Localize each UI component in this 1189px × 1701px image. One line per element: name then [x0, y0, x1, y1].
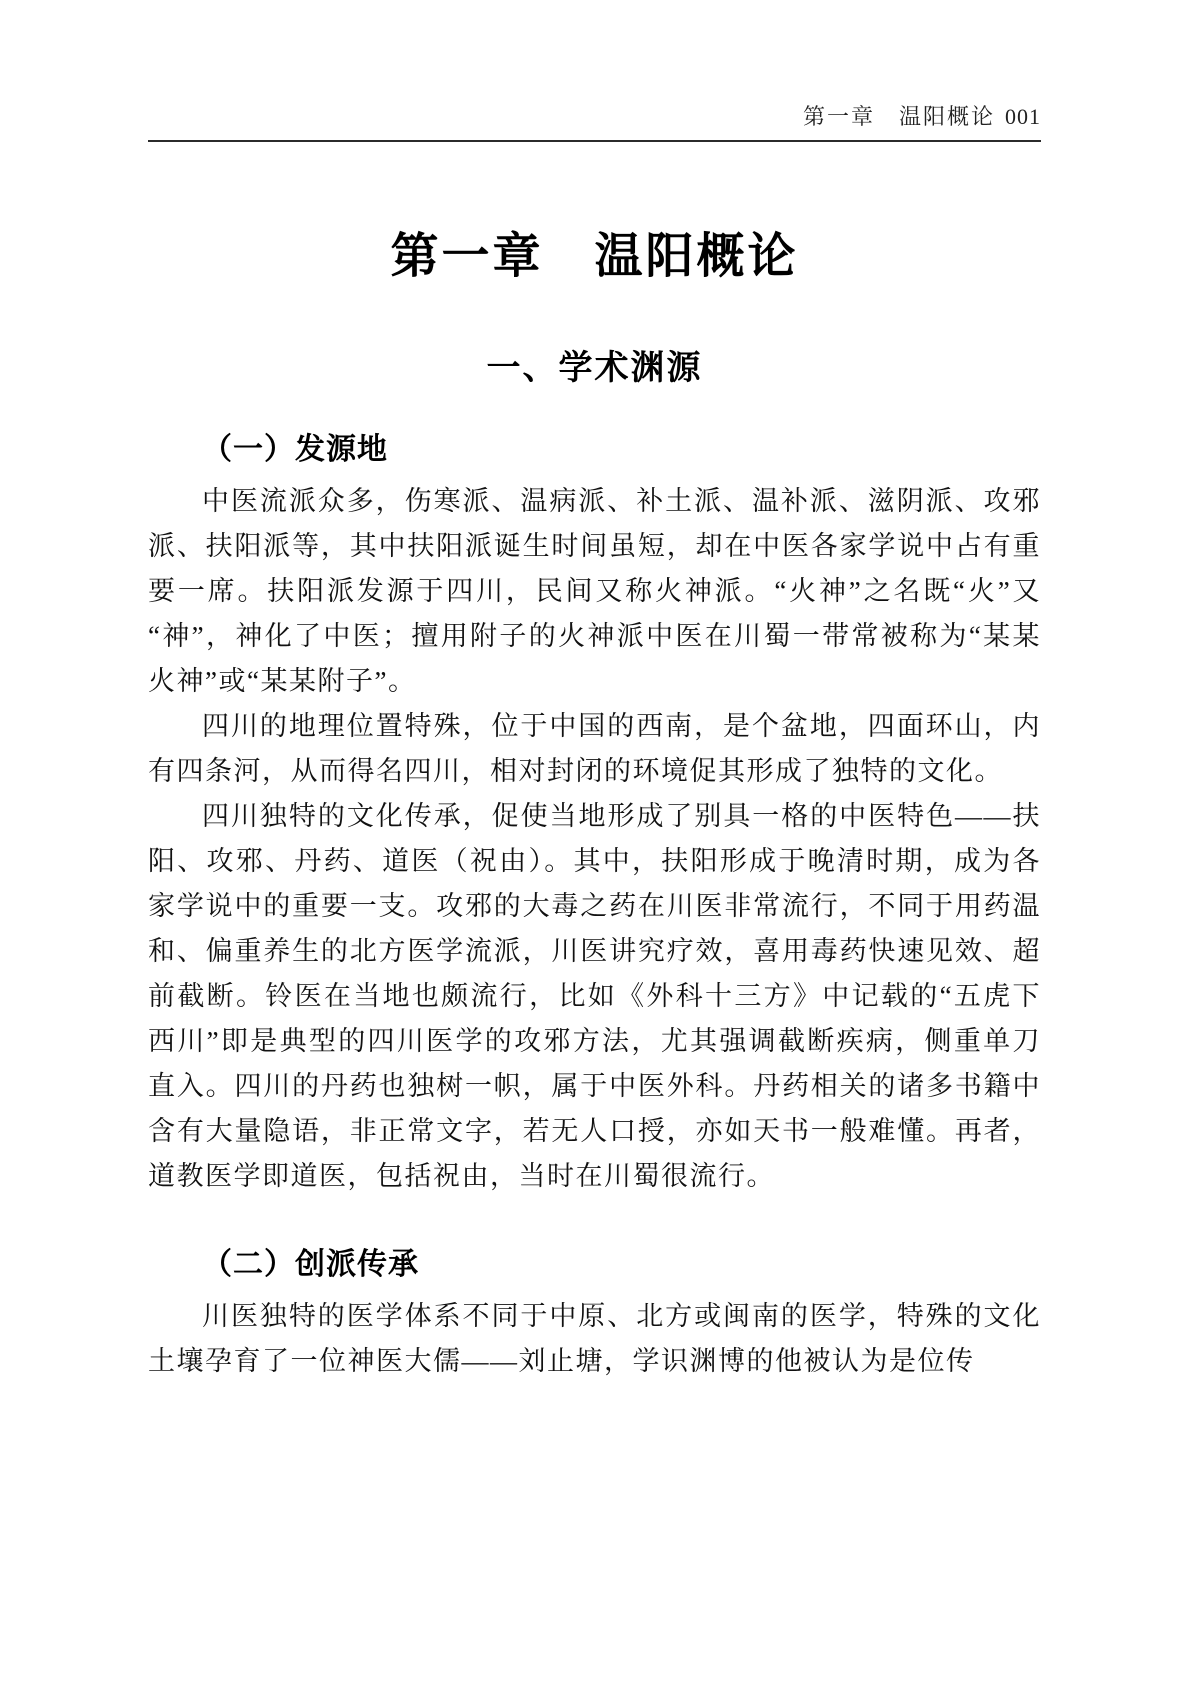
subsection-heading-origin: （一）发源地 [202, 433, 388, 467]
subsection-origin-body [148, 479, 1041, 1199]
subsection-lineage-body [148, 1294, 1041, 1384]
body-paragraph: 四川独特的文化传承，促使当地形成了别具一格的中医特色——扶阳、攻邪、丹药、道医（祝由）。其中，扶阳形成于晚清时期，成为各家学说中的重要一支。攻邪的大毒之药在川医非常流行，不同于用药温和、偏重养生的北方医学流派，川医讲究疗效，喜用毒药快速见效、超前截断。铃医在当地也颇流行，比如《外科十三方》中记载的“五虎下西川”即是典型的四川医学的攻邪方法，尤其强调截断疾病，侧重单刀直入。四川的丹药也独树一帜，属于中医外科。丹药相关的诸多书籍中含有大量隐语，非正常文字，若无人口授，亦如天书一般难懂。再者，道教医学即道医，包括祝由，当时在川蜀很流行。 [148, 801, 1041, 1192]
body-paragraph: 四川的地理位置特殊，位于中国的西南，是个盆地，四面环山，内有四条河，从而得名四川，相对封闭的环境促其形成了独特的文化。 [148, 711, 1041, 787]
page-header [148, 100, 1041, 131]
running-head-title: 第一章 温阳概论 [802, 104, 995, 129]
page-number: 001 [1005, 104, 1041, 129]
section-title: 一、学术渊源 [486, 348, 703, 387]
body-paragraph: 川医独特的医学体系不同于中原、北方或闽南的医学，特殊的文化土壤孕育了一位神医大儒——刘止塘，学识渊博的他被认为是位传 [148, 1301, 1041, 1377]
body-paragraph: 中医流派众多，伤寒派、温病派、补土派、温补派、滋阴派、攻邪派、扶阳派等，其中扶阳派诞生时间虽短，却在中医各家学说中占有重要一席。扶阳派发源于四川，民间又称火神派。“火神”之名既“火”又“神”，神化了中医；擅用附子的火神派中医在川蜀一带常被称为“某某火神”或“某某附子”。 [148, 486, 1041, 697]
chapter-title: 第一章 温阳概论 [390, 230, 799, 283]
header-rule [148, 140, 1041, 142]
subsection-heading-lineage: （二）创派传承 [202, 1248, 419, 1282]
